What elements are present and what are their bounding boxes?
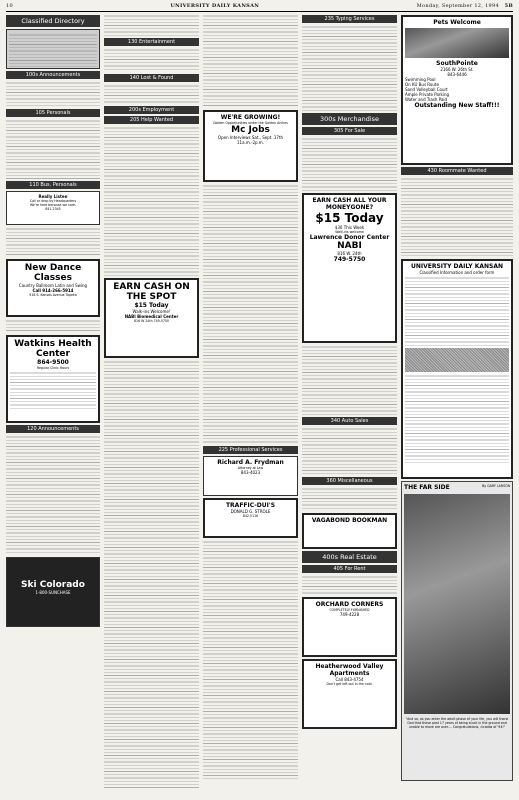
section-360: 360 Miscellaneous <box>302 477 397 485</box>
far-side-comic: THE FAR SIDE By GARY LARSON "And so, as you enter the adult phase of your life, you will thank God that these past 17 years of being stuck in the ground and unable to move are over.... Congratulations, cicadas of '94!" <box>401 481 513 781</box>
attorney-ad: Richard A. Frydman Attorney at Law 843-4023 <box>203 456 298 496</box>
page-header <box>6 3 513 12</box>
column-2 <box>104 13 199 797</box>
watkins-health-ad: Watkins Health Center 864-9500 Regular Clinic Hours <box>6 335 100 423</box>
section-200s: 200s Employment <box>104 106 199 114</box>
section-100s: 100s Announcements <box>6 71 100 79</box>
section-405: 405 For Rent <box>302 565 397 573</box>
mcjobs-ad: WE'RE GROWING! Golden Opportunities under the Golden Arches Mc Jobs Open Interviews Sat., Sept. 17th 11a.m.-2p.m. <box>203 110 298 182</box>
masthead: UNIVERSITY DAILY KANSAN <box>170 3 260 9</box>
section-430: 430 Roommate Wanted <box>401 167 513 175</box>
section-110: 110 Bus. Personals <box>6 181 100 189</box>
section-205: 205 Help Wanted <box>104 116 199 124</box>
section-225: 225 Professional Services <box>203 446 298 454</box>
heatherwood-ad: Heatherwood Valley Apartments Call 843-4754 Don't get left out in the cold. <box>302 659 397 729</box>
column-3 <box>203 13 298 797</box>
section-130: 130 Entertainment <box>104 38 199 46</box>
classified-directory-title: Classified Directory <box>6 15 100 27</box>
orchard-corners-ad: ORCHARD CORNERS COMPLETELY FURNISHED 749-4228 <box>302 597 397 657</box>
ski-ad: Ski Colorado 1-800-SUNCHASE <box>6 557 100 627</box>
traffic-dui-ad: TRAFFIC-DUI'S DONALD G. STROLE 842-5116 <box>203 498 298 538</box>
vagabond-ad: VAGABOND BOOKMAN <box>302 513 397 549</box>
header-date: Monday, September 12, 1994 5B <box>416 3 513 9</box>
earn-cash-main-ad: EARN CASH ALL YOUR MONEYGONE? $15 Today $30 This Week Walk-ins welcome Lawrence Donor Center NABI 816 W. 24th 749-5750 <box>302 193 397 343</box>
section-300s: 300s Merchandise <box>302 113 397 125</box>
column-4 <box>302 13 397 797</box>
section-105: 105 Personals <box>6 109 100 117</box>
section-400s: 400s Real Estate <box>302 551 397 563</box>
earn-cash-spot-ad: EARN CASH ON THE SPOT $15 Today Walk-ins Welcome! NABI Biomedical Center 816 W 24th 749-5750 <box>104 278 199 358</box>
order-form: UNIVERSITY DAILY KANSAN Classified Information and order form <box>401 259 513 479</box>
section-140: 140 Lost & Found <box>104 74 199 82</box>
section-305: 305 For Sale <box>302 127 397 135</box>
column-5 <box>401 13 513 797</box>
page-number-left: 10 <box>6 3 13 9</box>
southpointe-ad: Pets Welcome SouthPointe 2166 W. 26th St. 843-6446 Swimming Pool On KU Bus Route Sand Volleyball Court Ample Private Parking Water and Trash Paid Outstanding New Staff!!! <box>401 15 513 165</box>
section-235: 235 Typing Services <box>302 15 397 23</box>
stress-ad: Really Listen Call or drop by Headquarters We're here because we care. 841-2345 <box>6 191 100 225</box>
section-340: 340 Auto Sales <box>302 417 397 425</box>
directory-index <box>6 29 100 69</box>
column-1 <box>6 13 100 797</box>
dance-classes-ad: New Dance Classes Country Ballroom Latin and Swing Call 914-266-5914 918 S. Kansas Avenue Topeka <box>6 259 100 317</box>
section-120: 120 Announcements <box>6 425 100 433</box>
